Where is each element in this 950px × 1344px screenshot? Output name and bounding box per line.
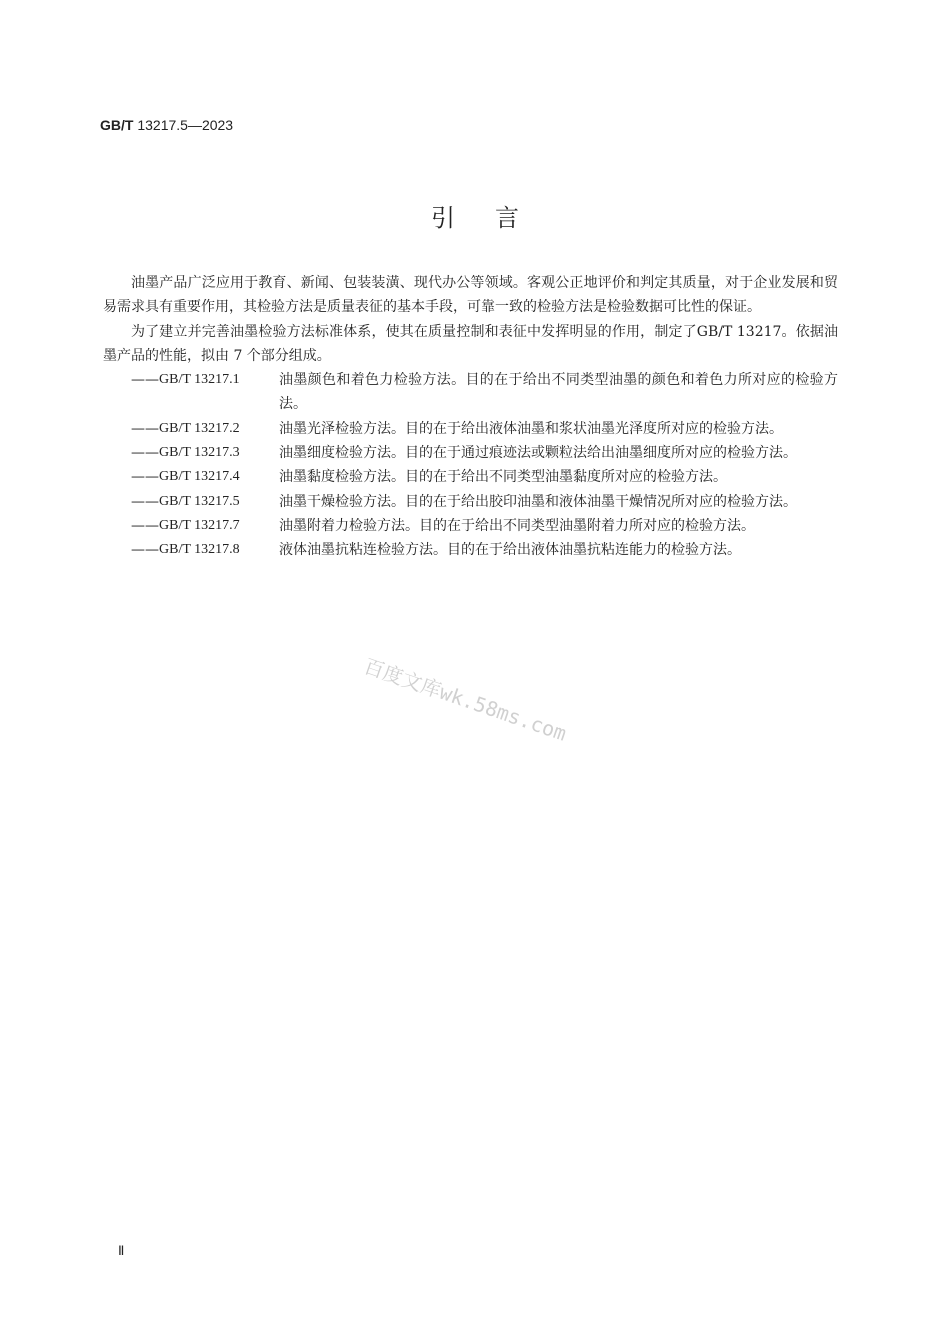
dash-marker: —— <box>131 420 159 437</box>
part-reference: GB/T 13217.7 <box>159 517 240 533</box>
paragraph: 为了建立并完善油墨检验方法标准体系，使其在质量控制和表征中发挥明显的作用，制定了GB/T 13217。依据油墨产品的性能，拟由 7 个部分组成。 <box>103 323 838 364</box>
watermark-text: 百度文库wk.58ms.com <box>360 653 570 746</box>
part-reference: GB/T 13217.4 <box>159 469 240 485</box>
dash-marker: —— <box>131 517 159 534</box>
part-reference: GB/T 13217.8 <box>159 542 240 558</box>
dash-marker: —— <box>131 469 159 486</box>
dash-marker: —— <box>131 493 159 510</box>
list-item <box>103 465 838 489</box>
part-reference: GB/T 13217.3 <box>159 445 240 461</box>
parts-list <box>103 368 838 562</box>
part-reference: GB/T 13217.1 <box>159 372 240 388</box>
paragraph: 油墨产品广泛应用于教育、新闻、包装装潢、现代办公等领域。客观公正地评价和判定其质量，对于企业发展和贸易需求具有重要作用，其检验方法是质量表征的基本手段，可靠一致的检验方法是检验数据可比性的保证。 <box>103 275 838 316</box>
part-description: 油墨黏度检验方法。目的在于给出不同类型油墨黏度所对应的检验方法。 <box>279 469 727 486</box>
part-description: 油墨颜色和着色力检验方法。目的在于给出不同类型油墨的颜色和着色力所对应的检验方法。 <box>279 372 838 413</box>
page-title: 引言 <box>431 204 559 232</box>
list-item <box>103 368 838 417</box>
standard-prefix: GB/T <box>100 117 134 133</box>
part-description: 油墨光泽检验方法。目的在于给出液体油墨和浆状油墨光泽度所对应的检验方法。 <box>279 420 783 437</box>
part-description: 油墨附着力检验方法。目的在于给出不同类型油墨附着力所对应的检验方法。 <box>279 517 755 534</box>
dash-marker: —— <box>131 372 159 389</box>
standard-number: 13217.5—2023 <box>137 117 234 133</box>
part-reference: GB/T 13217.5 <box>159 493 240 509</box>
part-description: 油墨干燥检验方法。目的在于给出胶印油墨和液体油墨干燥情况所对应的检验方法。 <box>279 493 797 510</box>
part-description: 液体油墨抗粘连检验方法。目的在于给出液体油墨抗粘连能力的检验方法。 <box>279 542 741 559</box>
dash-marker: —— <box>131 542 159 559</box>
list-item <box>103 514 838 538</box>
list-item <box>103 490 838 514</box>
list-item <box>103 441 838 465</box>
introduction-body <box>103 271 838 563</box>
list-item <box>103 417 838 441</box>
standard-number-header <box>100 117 233 133</box>
page-number: Ⅱ <box>118 1243 125 1258</box>
list-item <box>103 538 838 562</box>
part-reference: GB/T 13217.2 <box>159 420 240 436</box>
part-description: 油墨细度检验方法。目的在于通过痕迹法或颗粒法给出油墨细度所对应的检验方法。 <box>279 445 797 462</box>
dash-marker: —— <box>131 445 159 462</box>
